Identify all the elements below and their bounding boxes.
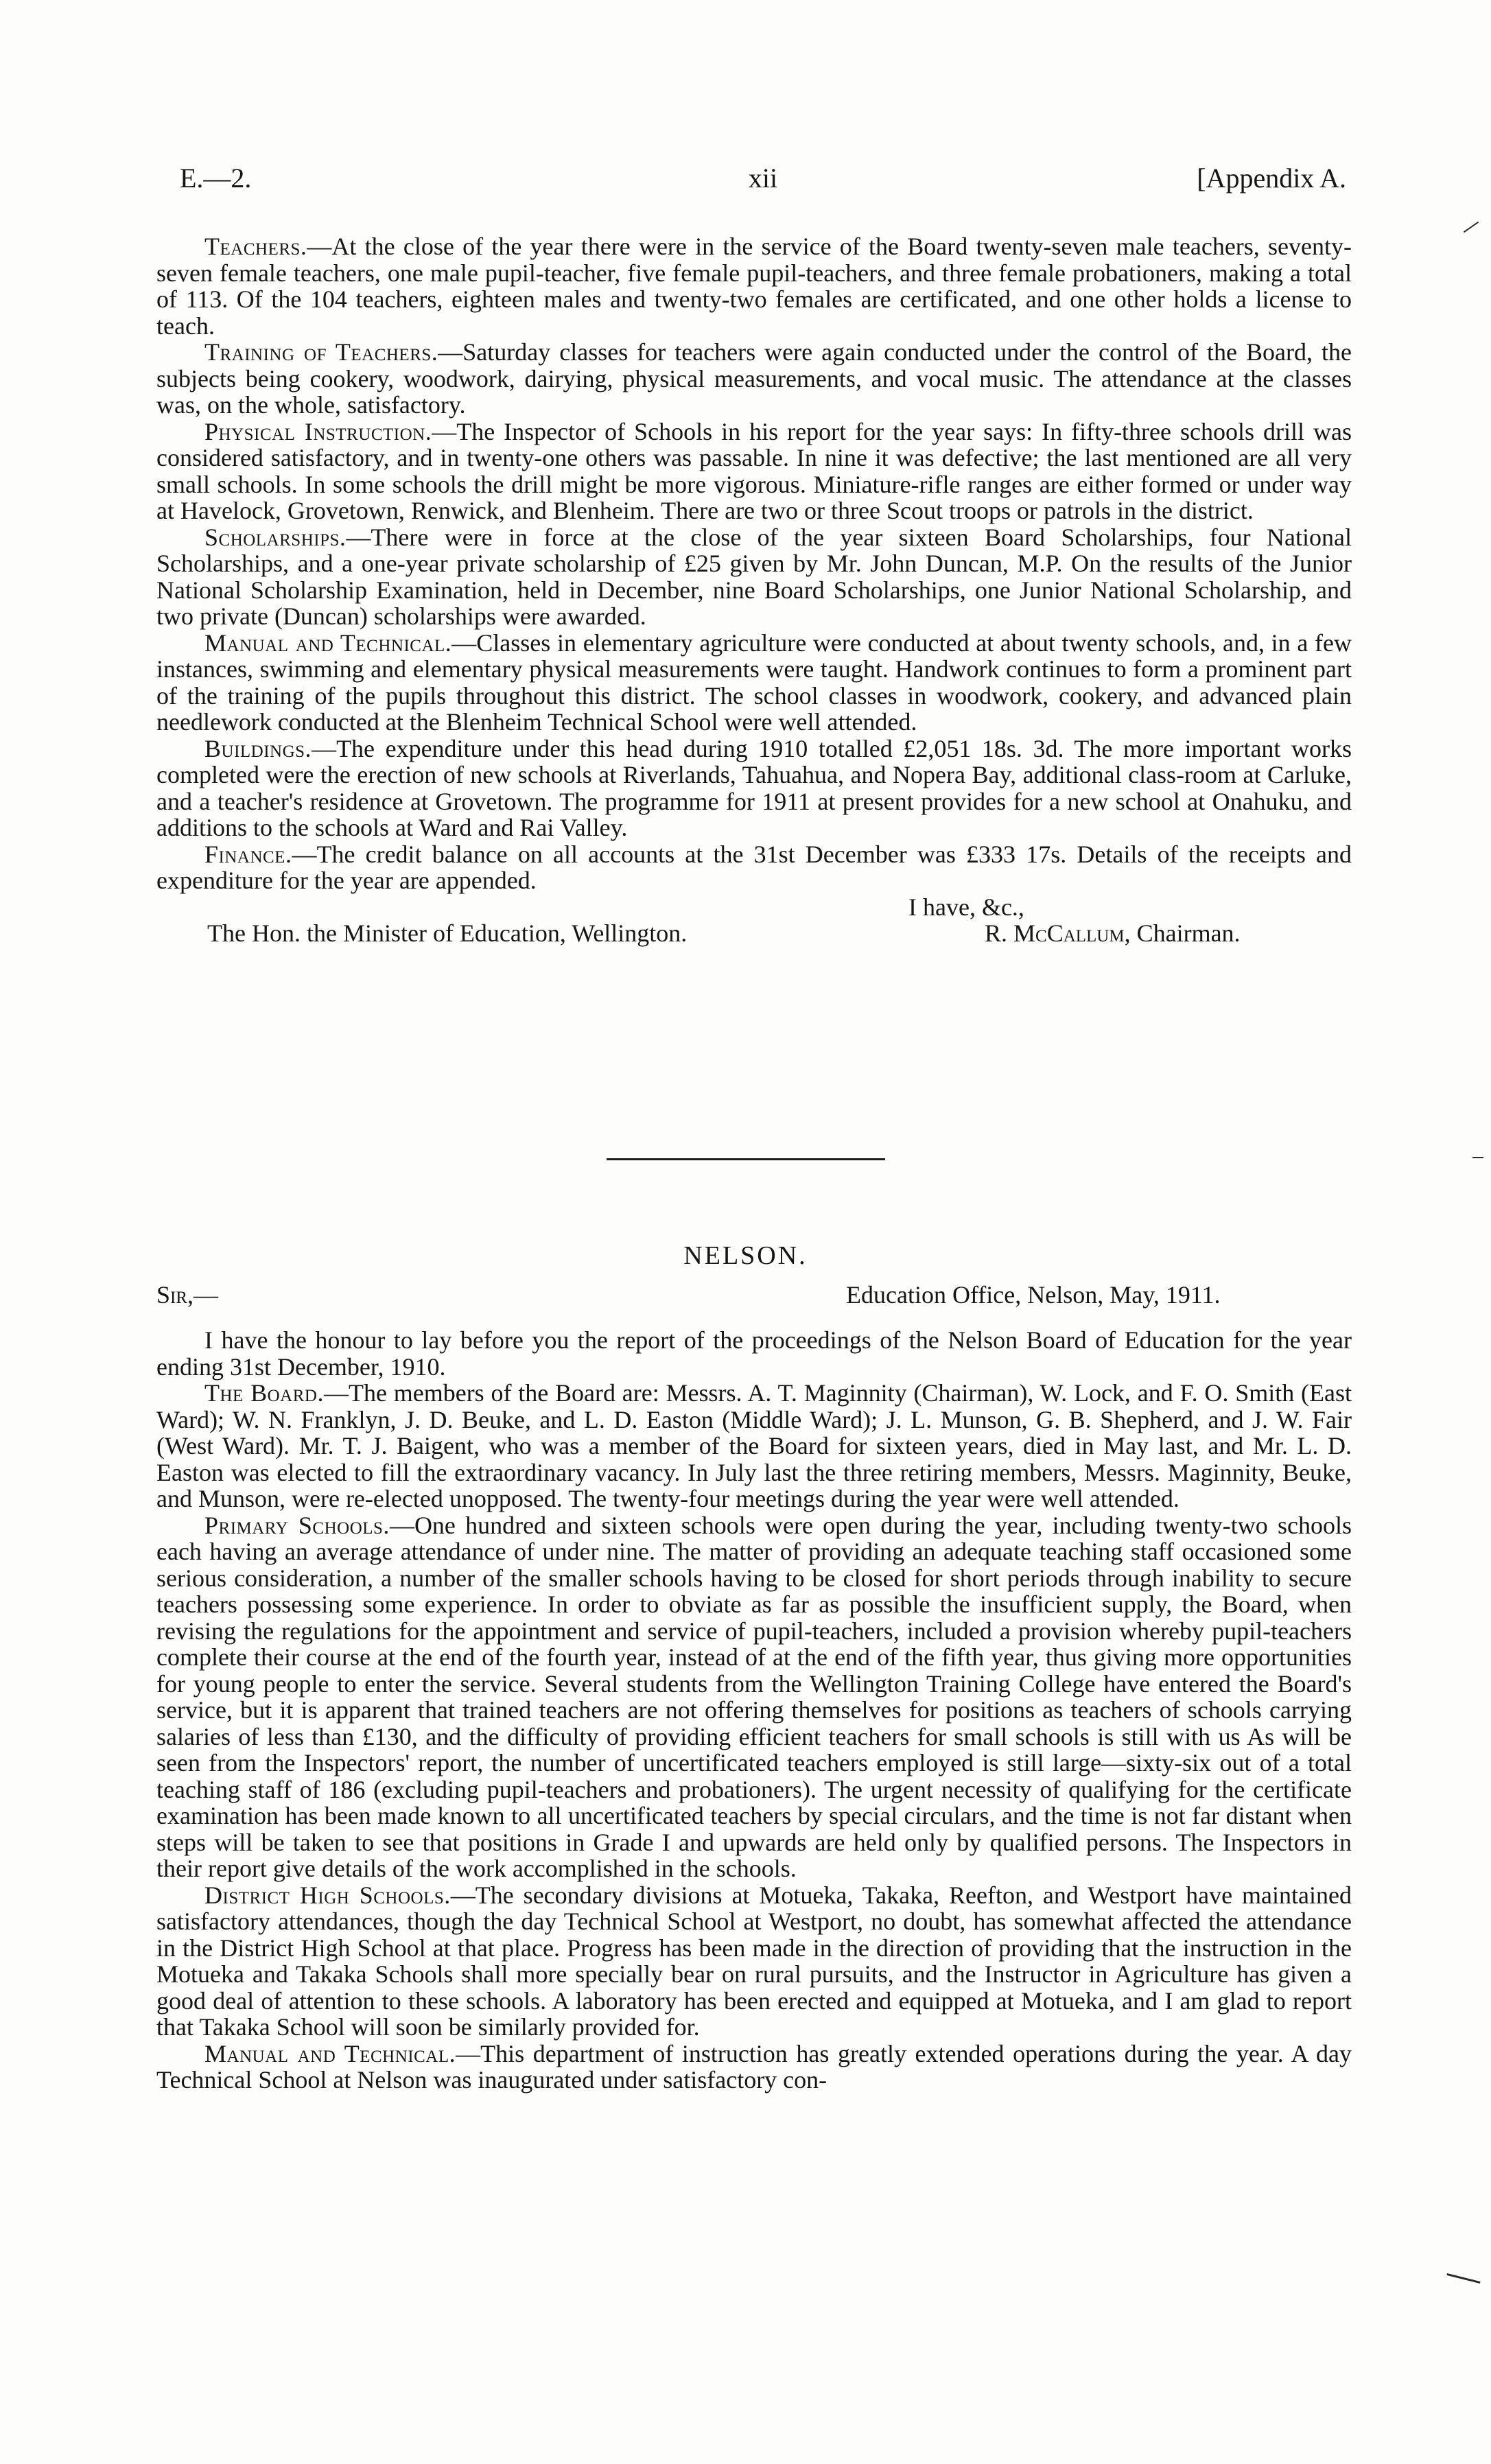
paragraph-scholarships [156,524,1352,630]
paragraph-intro: I have the honour to lay before you the report of the proceedings of the Nelson Board of Education for the year ending 31st December, 1910. [156,1326,1352,1381]
header-reference: E.—2. [180,163,252,193]
salutation: Sir,— [156,1281,219,1309]
paragraph-text: —The credit balance on all accounts at the 31st December was £333 17s. Details of the receipts and expenditure for the year are appended. [156,840,1352,894]
paragraph-text: —The secondary divisions at Motueka, Takaka, Reefton, and Westport have maintained satisfactory attendances, though the day Technical School at Westport, no doubt, has somewhat affected the attendance in the District High School at that place. Progress has been made in the direction of providing that the instruction in the Motueka and Takaka Schools shall more specially bear on rural pursuits, and the Instructor in Agriculture has given a good deal of attention to these schools. A laboratory has been erected and equipped at Motueka, and I am glad to report that Takaka School will soon be similarly provided for. [156,1881,1352,2041]
margin-mark [1464,222,1479,233]
paragraph-heading: Scholarships. [204,523,347,551]
paragraph-text: —Saturday classes for teachers were again conducted under the control of the Board, the subjects being cookery, woodwork, dairying, physical measurements, and vocal music. The attendance at the classes was, on the whole, satisfactory. [156,338,1352,419]
signature-title: Chairman. [1130,919,1241,947]
paragraph-heading: The Board. [204,1379,324,1407]
paragraph-manual [156,630,1352,736]
office-dateline: Education Office, Nelson, May, 1911. [846,1281,1221,1309]
paragraph-heading: Physical Instruction. [204,417,432,445]
paragraph-heading: Manual and Technical. [204,2039,456,2067]
paragraph-buildings [156,736,1352,841]
signature-name: R. McCallum, [985,919,1131,947]
section-title: NELSON. [683,1241,808,1270]
paragraph-text: —This department of instruction has greatly extended operations during the year. A day Technical School at Nelson was inaugurated under satisfactory con- [156,2039,1352,2093]
nelson-report [156,1327,1352,2093]
header-appendix: [Appendix A. [1197,163,1346,193]
paragraph-text: —The members of the Board are: Messrs. A. T. Maginnity (Chairman), W. Lock, and F. O. Smith (East Ward); W. N. Franklyn, J. D. Beuke, and L. D. Easton (Middle Ward); J. L. Munson, G. B. Shepherd, and J. W. Fair (West Ward). Mr. T. J. Baigent, who was a member of the Board for sixteen years, died in May last, and Mr. L. D. Easton was elected to fill the extraordinary vacancy. In July last the three retiring members, Messrs. Maginnity, Beuke, and Munson, were re-elected unopposed. The twenty-four meetings during the year were well attended. [156,1379,1352,1512]
paragraph-district-high [156,1882,1352,2041]
paragraph-heading: Buildings. [204,734,312,762]
paragraph-teachers [156,233,1352,339]
closing-row [156,920,1352,954]
paragraph-board [156,1380,1352,1512]
paragraph-text: —The expenditure under this head during 1910 totalled £2,051 18s. 3d. The more important works completed were the erection of new schools at Riverlands, Tahuahua, and Nopera Bay, additional class-room at Carluke, and a teacher's residence at Grovetown. The programme for 1911 at present provides for a new school at Onahuku, and additions to the schools at Ward and Rai Valley. [156,734,1352,841]
page-number: xii [748,163,778,193]
paragraph-primary [156,1512,1352,1882]
paragraph-heading: District High Schools. [204,1881,451,1909]
paragraph-text: —There were in force at the close of the year sixteen Board Scholarships, four National Scholarships, and a one-year private scholarship of £25 given by Mr. John Duncan, M.P. On the results of the Junior National Scholarship Examination, held in December, nine Board Scholarships, one Junior National Scholarship, and two private (Duncan) scholarships were awarded. [156,523,1352,630]
marlborough-report [156,233,1352,954]
salutation-row [156,1280,1352,1311]
sign-off-row [156,894,1352,921]
addressee: The Hon. the Minister of Education, Wellington. [207,919,688,947]
margin-mark [1472,1157,1483,1158]
paragraph-heading: Finance. [204,840,292,868]
paragraph-finance [156,841,1352,894]
paragraph-heading: Manual and Technical. [204,629,452,657]
paragraph-physical [156,419,1352,524]
section-divider [607,1158,885,1160]
paragraph-text: —The Inspector of Schools in his report for the year says: In fifty-three schools drill was considered satisfactory, and in twenty-one others was passable. In nine it was defective; the last mentioned are all very small schools. In some schools the drill might be more vigorous. Miniature-rifle ranges are either formed or under way at Havelock, Grovetown, Renwick, and Blenheim. There are two or three Scout troops or patrols in the district. [156,417,1352,524]
paragraph-text: —At the close of the year there were in the service of the Board twenty-seven male teachers, seventy-seven female teachers, one male pupil-teacher, five female pupil-teachers, and three female probationers, making a total of 113. Of the 104 teachers, eighteen males and twenty-two females are certificated, and one other holds a license to teach. [156,233,1352,340]
sign-off: I have, &c., [908,893,1024,921]
paragraph-text: —One hundred and sixteen schools were open during the year, including twenty-two schools each having an average attendance of under nine. The matter of providing an adequate teaching staff occasioned some serious consideration, a number of the smaller schools having to be closed for short periods through inability to secure teachers possessing some experience. In order to obviate as far as possible the insufficient supply, the Board, when revising the regulations for the appointment and service of pupil-teachers, included a provision whereby pupil-teachers complete their course at the end of the fourth year, instead of at the end of the fifth year, thus giving more opportunities for young people to enter the service. Several students from the Wellington Training College have entered the Board's service, but it is apparent that trained teachers are not offering themselves for positions as teachers of schools carrying salaries of less than £130, and the difficulty of providing efficient teachers for small schools is still with us As will be seen from the Inspectors' report, the number of uncertificated teachers employed is still large—sixty-six out of a total teaching staff of 186 (excluding pupil-teachers and probationers). The urgent necessity of qualifying for the certificate examination has been made known to all uncertificated teachers by special circulars, and the time is not far distant when steps will be taken to see that positions in Grade I and upwards are held only by qualified persons. The Inspectors in their report give details of the work accomplished in the schools. [156,1511,1352,1882]
signature [985,920,1241,947]
page-header [180,162,1346,203]
paragraph-heading: Primary Schools. [204,1511,390,1539]
paragraph-heading: Teachers. [204,233,307,260]
paragraph-training [156,339,1352,419]
paragraph-heading: Training of Teachers. [204,338,438,366]
paragraph-manual-technical [156,2041,1352,2093]
paragraph-text: —Classes in elementary agriculture were conducted at about twenty schools, and, in a few instances, swimming and elementary physical measurements were taught. Handwork continues to form a prominent part of the training of the pupils throughout this district. The school classes in woodwork, cookery, and advanced plain needlework conducted at the Blenheim Technical School were well attended. [156,629,1352,736]
margin-mark [1446,2273,1480,2284]
